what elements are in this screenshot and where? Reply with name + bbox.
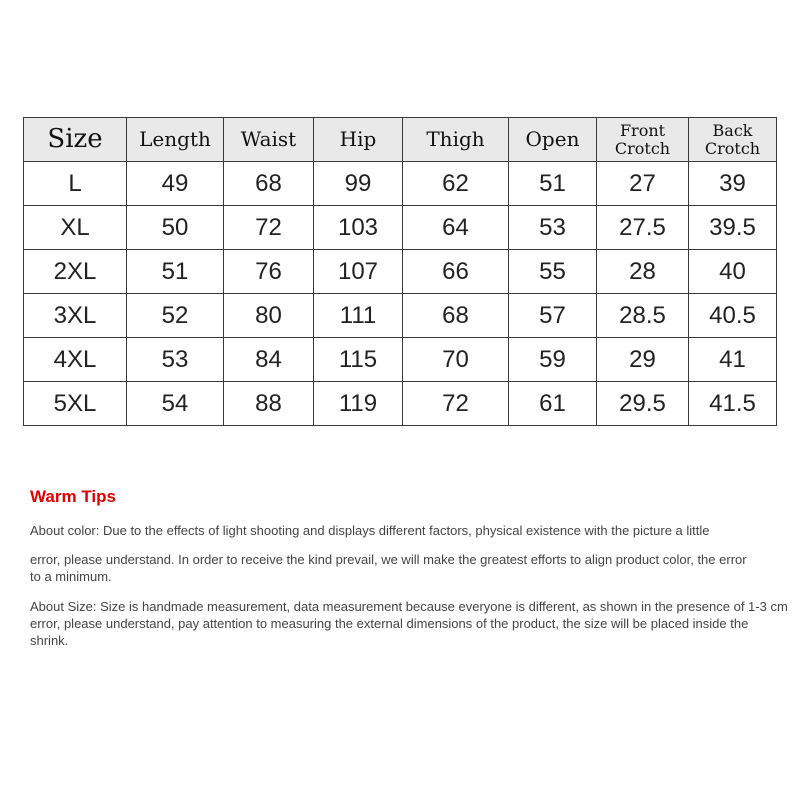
measurement-cell: 27 xyxy=(597,162,689,206)
measurement-cell: 39.5 xyxy=(689,206,777,250)
size-chart-table xyxy=(23,117,777,426)
size-label-cell: XL xyxy=(24,206,127,250)
measurement-cell: 72 xyxy=(403,382,509,426)
measurement-cell: 115 xyxy=(314,338,403,382)
size-label-cell: 4XL xyxy=(24,338,127,382)
color-note-line2: error, please understand. In order to receive the kind prevail, we will make the greatest efforts to align product color, the error to a minimum. xyxy=(30,552,747,584)
header-open: Open xyxy=(509,118,597,162)
header-hip: Hip xyxy=(314,118,403,162)
header-front-crotch: Front Crotch xyxy=(597,118,689,162)
measurement-cell: 80 xyxy=(224,294,314,338)
measurement-cell: 68 xyxy=(403,294,509,338)
measurement-cell: 107 xyxy=(314,250,403,294)
measurement-cell: 111 xyxy=(314,294,403,338)
measurement-cell: 72 xyxy=(224,206,314,250)
header-size: Size xyxy=(24,118,127,162)
measurement-cell: 28.5 xyxy=(597,294,689,338)
measurement-cell: 103 xyxy=(314,206,403,250)
size-label-cell: 2XL xyxy=(24,250,127,294)
measurement-cell: 29.5 xyxy=(597,382,689,426)
measurement-cell: 51 xyxy=(127,250,224,294)
table-body xyxy=(24,162,777,426)
table-row xyxy=(24,162,777,206)
measurement-cell: 61 xyxy=(509,382,597,426)
table-row xyxy=(24,294,777,338)
color-note-line1: About color: Due to the effects of light shooting and displays different factors, physical existence with the picture a little xyxy=(30,523,710,538)
measurement-cell: 66 xyxy=(403,250,509,294)
size-label-cell: 3XL xyxy=(24,294,127,338)
measurement-cell: 54 xyxy=(127,382,224,426)
table-header-row xyxy=(24,118,777,162)
size-note: About Size: Size is handmade measurement, data measurement because everyone is different, as shown in the presence of 1-3 cm error, please understand, pay attention to measuring the external dimensions of the product, the size will be placed inside the shrink. xyxy=(30,599,788,648)
size-label-cell: L xyxy=(24,162,127,206)
measurement-cell: 70 xyxy=(403,338,509,382)
table-row xyxy=(24,338,777,382)
measurement-cell: 64 xyxy=(403,206,509,250)
table-row xyxy=(24,382,777,426)
measurement-cell: 50 xyxy=(127,206,224,250)
table-row xyxy=(24,206,777,250)
measurement-cell: 99 xyxy=(314,162,403,206)
measurement-cell: 62 xyxy=(403,162,509,206)
measurement-cell: 28 xyxy=(597,250,689,294)
measurement-cell: 39 xyxy=(689,162,777,206)
measurement-cell: 40 xyxy=(689,250,777,294)
measurement-cell: 88 xyxy=(224,382,314,426)
header-thigh: Thigh xyxy=(403,118,509,162)
measurement-cell: 84 xyxy=(224,338,314,382)
measurement-cell: 40.5 xyxy=(689,294,777,338)
measurement-cell: 53 xyxy=(127,338,224,382)
measurement-cell: 59 xyxy=(509,338,597,382)
warm-tips-title: Warm Tips xyxy=(30,487,116,506)
measurement-cell: 53 xyxy=(509,206,597,250)
measurement-cell: 41.5 xyxy=(689,382,777,426)
warm-tips-section xyxy=(30,485,790,648)
measurement-cell: 68 xyxy=(224,162,314,206)
measurement-cell: 119 xyxy=(314,382,403,426)
measurement-cell: 52 xyxy=(127,294,224,338)
measurement-cell: 27.5 xyxy=(597,206,689,250)
header-waist: Waist xyxy=(224,118,314,162)
measurement-cell: 51 xyxy=(509,162,597,206)
size-label-cell: 5XL xyxy=(24,382,127,426)
measurement-cell: 41 xyxy=(689,338,777,382)
measurement-cell: 29 xyxy=(597,338,689,382)
measurement-cell: 76 xyxy=(224,250,314,294)
measurement-cell: 49 xyxy=(127,162,224,206)
measurement-cell: 55 xyxy=(509,250,597,294)
measurement-cell: 57 xyxy=(509,294,597,338)
header-length: Length xyxy=(127,118,224,162)
table-row xyxy=(24,250,777,294)
header-back-crotch: Back Crotch xyxy=(689,118,777,162)
